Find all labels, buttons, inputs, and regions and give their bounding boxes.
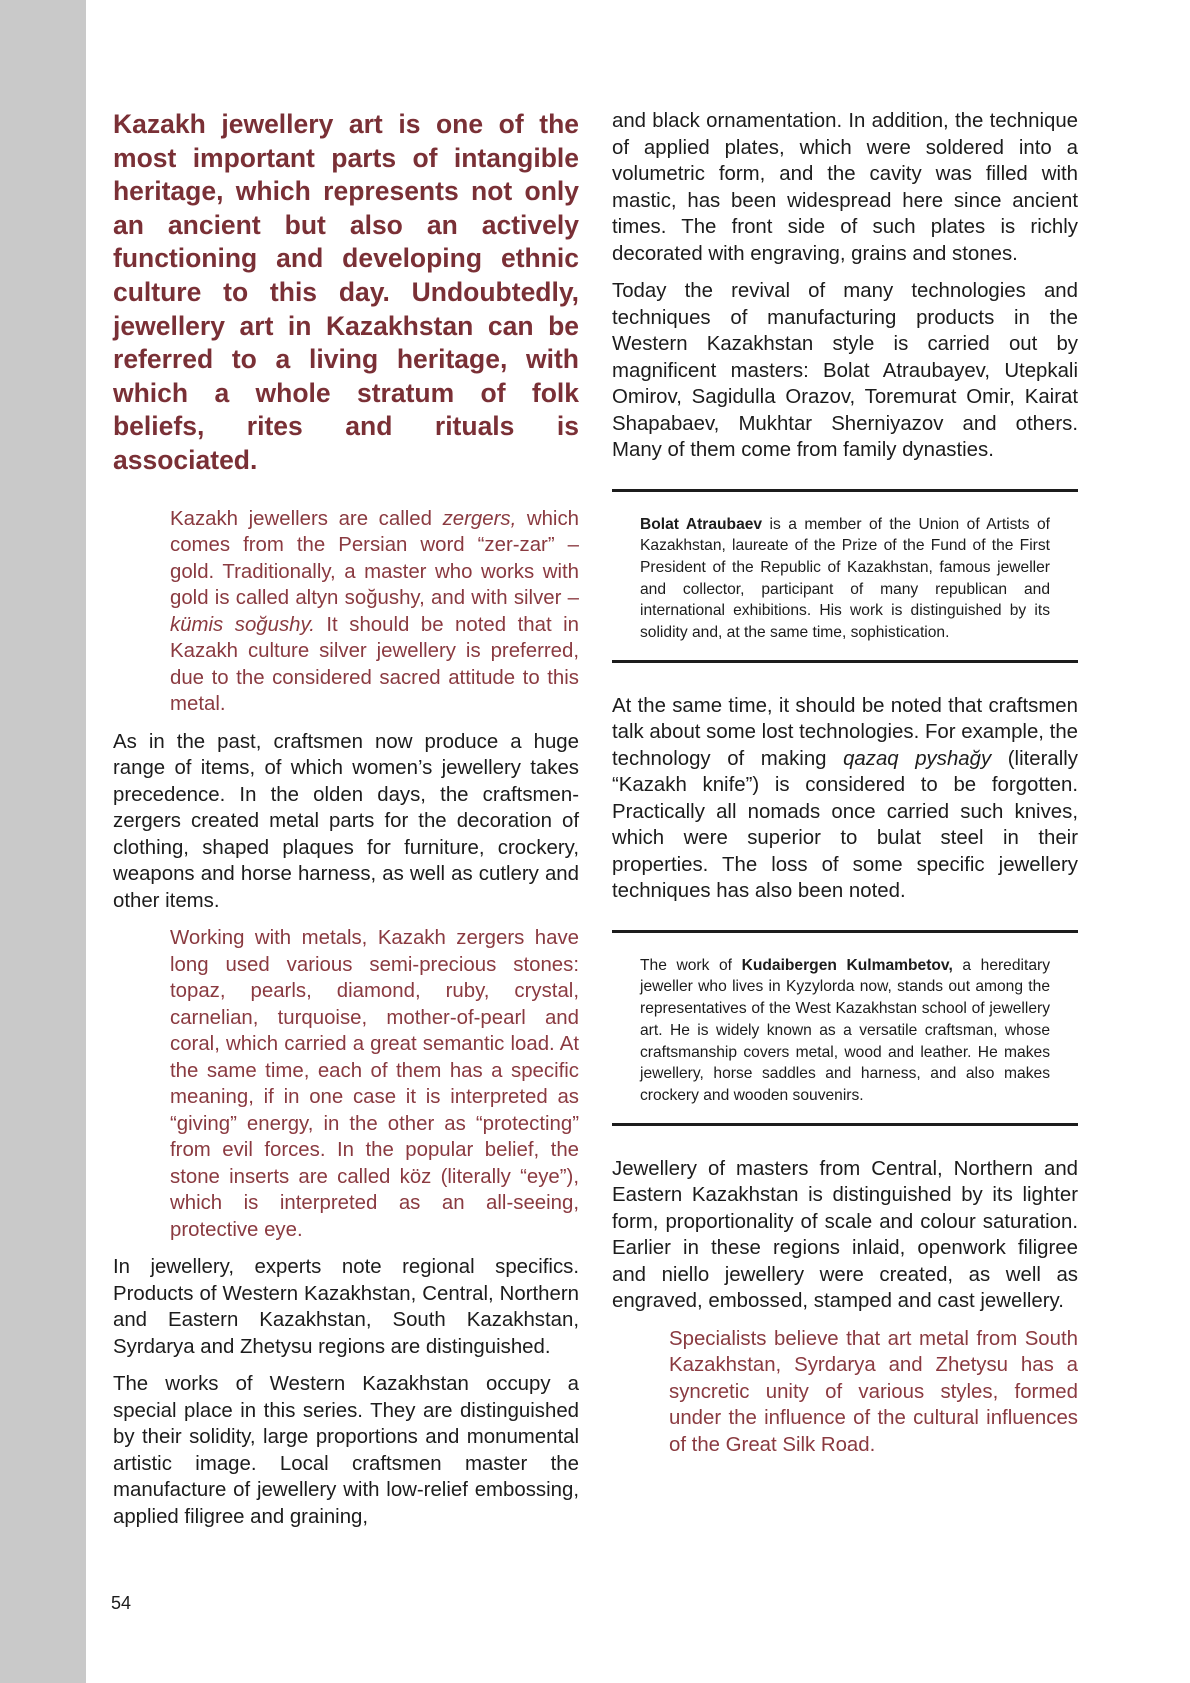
lead-paragraph: Kazakh jewellery art is one of the most important parts of intangible heritage, which represents not only an ancient but also an actively functioning and developing ethnic culture to this day. Undoubtedly, jewellery art in Kazakhstan can be referred to a living heritage, with which a whole stratum of folk beliefs, rites and rituals is associated. [113,109,579,475]
box-body: is a member of the Union of Artists of Kazakhstan, laureate of the Prize of the Fund of the First President of the Republic of Kazakhstan, famous jeweller and collector, participant of many republican and international exhibitions. His work is distinguished by its solidity and, at the same time, sophistication. [640,515,1050,642]
box-name: Bolat Atraubaev [640,515,763,533]
sidebar-box-atraubaev [612,489,1078,663]
paragraph-ornamentation: and black ornamentation. In addition, the technique of applied plates, which were soldered into a volumetric form, and the cavity was filled with mastic, has been widespread here since ancient times. The front side of such plates is richly decorated with engraving, grains and stones. [612,110,1078,265]
paragraph-western: The works of Western Kazakhstan occupy a special place in this series. They are distinguished by their solidity, large proportions and monumental artistic image. Local craftsmen master the manufacture of jewellery with low-relief embossing, applied filigree and graining, [113,1373,579,1528]
page-number: 54 [111,1593,132,1613]
box-text [640,514,1050,644]
box-name: Kudaibergen Kulmambetov, [741,956,953,974]
left-column [113,108,579,1541]
paragraph-regional: In jewellery, experts note regional specifics. Products of Western Kazakhstan, Central, Northern and Eastern Kazakhstan, South Kazakhstan, Syrdarya and Zhetysu regions are distinguished. [113,1256,579,1358]
para-italic: qazaq pyshağy [843,747,992,770]
quote-stones: Working with metals, Kazakh zergers have long used various semi-precious stones: topaz, pearls, diamond, ruby, crystal, carnelian, turquoise, mother-of-pearl and coral, which carried a great semantic load. At the same time, each of them has a specific meaning, if in one case it is interpreted as “giving” energy, in the other as “protecting” from evil forces. In the popular belief, the stone inserts are called köz (literally “eye”), which is interpreted as an all-seeing, protective eye. [170,927,579,1241]
box-pre: The work of [640,956,742,974]
para-text: (literally “Kazakh knife”) is considered to be forgotten. Practically all nomads once carried such knives, which were superior to bulat steel in their properties. The loss of some specific jewellery techniques has also been noted. [612,747,1078,903]
box-body: a hereditary jeweller who lives in Kyzylorda now, stands out among the representatives of the West Kazakhstan school of jewellery art. He is widely known as a versatile craftsman, whose craftsmanship covers metal, wood and leather. He makes jewellery, horse saddles and harness, and also makes crockery and wooden souvenirs. [640,956,1050,1104]
paragraph-revival: Today the revival of many technologies and techniques of manufacturing products in the Western Kazakhstan style is carried out by magnificent masters: Bolat Atraubayev, Utepkali Omirov, Sagidulla Orazov, Toremurat Omir, Kairat Shapabaev, Mukhtar Sherniyazov and others. Many of them come from family dynasties. [612,280,1078,461]
quote-italic: zergers, [442,507,517,530]
quote-text: Kazakh jewellers are called [170,507,443,530]
page-margin-strip [0,0,86,1683]
paragraph-central: Jewellery of masters from Central, Northern and Eastern Kazakhstan is distinguished by its lighter form, proportionality of scale and colour saturation. Earlier in these regions inlaid, openwork filigree and niello jewellery were created, as well as engraved, embossed, stamped and cast jewellery. [612,1157,1078,1313]
quote-text: which comes from the Persian word “zer-zar” – gold. Traditionally, a master who works with gold is called altyn soğushy, and with silver – [170,507,580,610]
para-text: At the same time, it should be noted that craftsmen talk about some lost technologies. For example, the technology of making [612,694,1078,770]
quote-silk-road: Specialists believe that art metal from South Kazakhstan, Syrdarya and Zhetysu has a syncretic unity of various styles, formed under the influence of the cultural influences of the Great Silk Road. [669,1327,1078,1456]
quote-zergers [170,506,579,718]
sidebar-box-kulmambetov [612,930,1078,1126]
quote-italic: kümis soğushy. [170,613,315,636]
right-column [612,108,1078,1469]
paragraph-lost-tech [612,693,1078,905]
quote-text: It should be noted that in Kazakh culture silver jewellery is preferred, due to the considered sacred attitude to this metal. [170,613,580,716]
box-text [640,955,1050,1107]
paragraph-craftsmen: As in the past, craftsmen now produce a huge range of items, of which women’s jewellery takes precedence. In the olden days, the craftsmen-zergers created metal parts for the decoration of clothing, shaped plaques for furniture, crockery, weapons and horse harness, as well as cutlery and other items. [113,730,579,912]
